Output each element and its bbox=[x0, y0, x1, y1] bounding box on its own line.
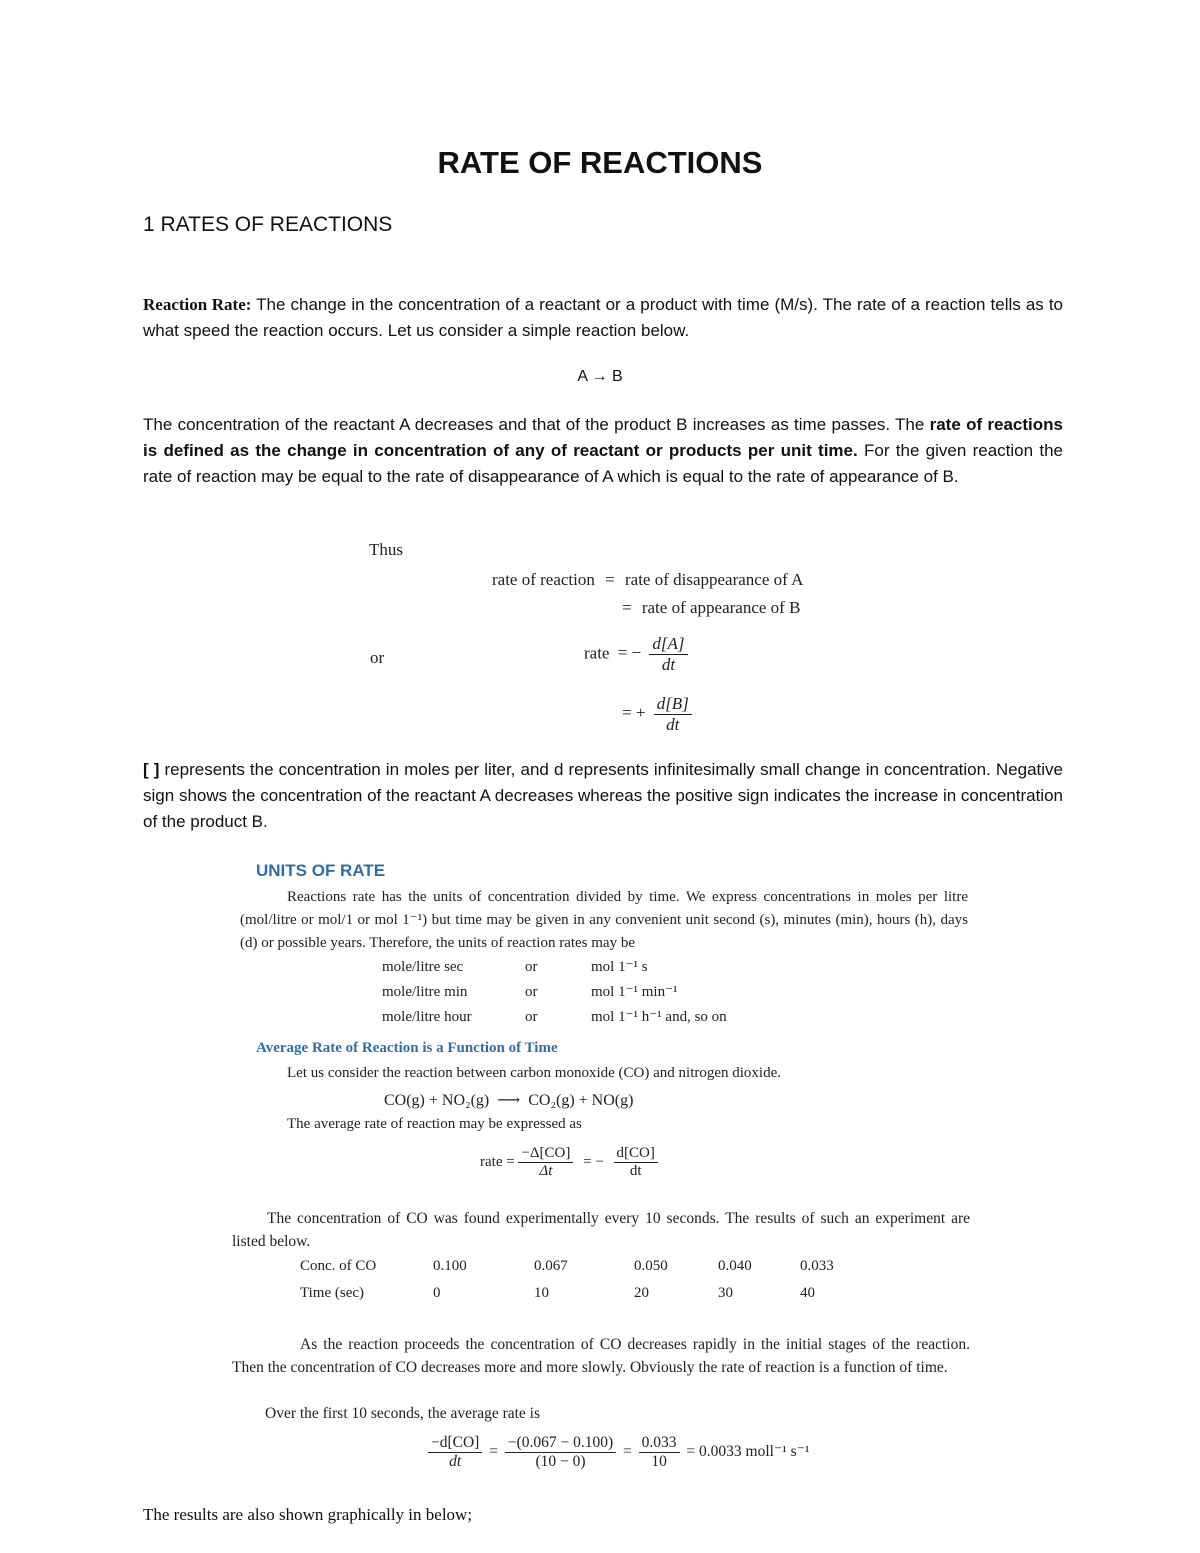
equals-sign: = bbox=[605, 570, 615, 589]
table-cell: 0.100 bbox=[433, 1258, 467, 1274]
units-of-rate-heading: UNITS OF RATE bbox=[256, 861, 386, 880]
calc-result: = 0.0033 moll⁻¹ s⁻¹ bbox=[686, 1443, 810, 1461]
average-rate-calculation bbox=[428, 1434, 810, 1471]
unit-right: mol 1⁻¹ min⁻¹ bbox=[591, 984, 678, 1000]
unit-or: or bbox=[525, 984, 538, 1000]
unit-or: or bbox=[525, 1009, 538, 1025]
average-rate-intro: Let us consider the reaction between carbon monoxide (CO) and nitrogen dioxide. bbox=[287, 1065, 782, 1081]
rate-of-reaction-line bbox=[492, 570, 803, 590]
calc-fraction-3 bbox=[639, 1434, 680, 1471]
db-numerator: d[B] bbox=[654, 694, 692, 715]
db-dt bbox=[622, 694, 692, 735]
table-cell: 30 bbox=[718, 1285, 733, 1301]
simple-reaction: A → B bbox=[577, 368, 623, 385]
calc-fraction-1 bbox=[428, 1434, 482, 1471]
unit-left: mole/litre hour bbox=[382, 1009, 472, 1025]
rate-da-dt bbox=[584, 634, 688, 675]
first-10-seconds: Over the first 10 seconds, the average rate is bbox=[265, 1405, 541, 1422]
calc-fraction-2 bbox=[505, 1434, 616, 1471]
unit-or: or bbox=[525, 959, 538, 975]
section-heading: 1 RATES OF REACTIONS bbox=[143, 213, 393, 236]
rate-of-reaction-label: rate of reaction bbox=[492, 570, 595, 589]
average-rate-expressed: The average rate of reaction may be expressed as bbox=[287, 1116, 582, 1132]
dt-denominator: dt bbox=[661, 655, 676, 674]
calc-den-3: 10 bbox=[651, 1453, 667, 1470]
table-row bbox=[382, 955, 727, 980]
table-cell: 0.040 bbox=[718, 1258, 752, 1274]
db-dt-fraction bbox=[654, 694, 692, 735]
minus-mid: = − bbox=[583, 1153, 604, 1170]
dt-denominator-2: dt bbox=[666, 715, 680, 734]
calc-num-1: −d[CO] bbox=[428, 1434, 482, 1453]
table-cell: 20 bbox=[634, 1285, 649, 1301]
d-co-fraction bbox=[614, 1145, 658, 1180]
reaction-rate-paragraph bbox=[143, 292, 1063, 344]
co-no2-equation: CO(g) + NO₂(g) ⟶ CO₂(g) + NO(g) bbox=[384, 1092, 634, 1109]
rate-equals: rate = bbox=[480, 1153, 515, 1170]
table-row bbox=[382, 980, 727, 1005]
units-table bbox=[382, 955, 727, 1030]
da-dt-fraction bbox=[649, 634, 687, 675]
table-cell: 0 bbox=[433, 1285, 441, 1301]
calc-num-3: 0.033 bbox=[639, 1434, 680, 1453]
rate-label: rate bbox=[584, 643, 610, 663]
table-cell: 0.067 bbox=[534, 1258, 568, 1274]
footer-text: The results are also shown graphically in below; bbox=[143, 1505, 473, 1524]
table-cell: 10 bbox=[534, 1285, 549, 1301]
disappearance-text: rate of disappearance of A bbox=[624, 570, 804, 589]
proceeds-text: As the reaction proceeds the concentration of CO decreases rapidly in the initial stages of the reaction. Then the concentration of CO decreases more and more slowly. Obviously the rate of reaction is a function of time. bbox=[232, 1336, 970, 1376]
appearance-text: rate of appearance of B bbox=[641, 598, 801, 617]
table-cell: 0.050 bbox=[634, 1258, 668, 1274]
equals-sign-2: = bbox=[622, 598, 632, 617]
average-rate-formula bbox=[480, 1145, 658, 1180]
reaction-rate-term: Reaction Rate: bbox=[143, 295, 252, 314]
calc-equals-2: = bbox=[623, 1443, 632, 1461]
units-of-rate-text: Reactions rate has the units of concentration divided by time. We express concentrations in moles per litre (mol/litre or mol/1 or mol 1⁻¹) but time may be given in any convenient unit second (s), minutes (min), hours (h), days (d) or possible years. Therefore, the units of reaction rates may be bbox=[240, 889, 968, 951]
unit-right: mol 1⁻¹ h⁻¹ and, so on bbox=[591, 1009, 727, 1025]
or-label: or bbox=[370, 648, 385, 667]
appearance-line bbox=[622, 598, 800, 618]
table-cell: 0.033 bbox=[800, 1258, 834, 1274]
delta-co-fraction bbox=[518, 1145, 573, 1180]
unit-left: mole/litre min bbox=[382, 984, 468, 1000]
average-rate-heading: Average Rate of Reaction is a Function of Time bbox=[256, 1040, 558, 1056]
page-title: RATE OF REACTIONS bbox=[437, 145, 763, 180]
calc-num-2: −(0.067 − 0.100) bbox=[505, 1434, 616, 1453]
concentration-text-1: The concentration of the reactant A decreases and that of the product B increases as time passes. The bbox=[143, 415, 930, 434]
brackets-text: represents the concentration in moles per liter, and d represents infinitesimally small change in concentration. Negative sign shows the concentration of the reactant A decreases whereas the positive sign indicates the increase in concentration of the product B. bbox=[143, 760, 1064, 831]
calc-den-2: (10 − 0) bbox=[535, 1453, 586, 1470]
table-cell: Conc. of CO bbox=[300, 1258, 377, 1274]
co-data-table bbox=[300, 1253, 834, 1307]
unit-left: mole/litre sec bbox=[382, 959, 464, 975]
concentration-text-2: For the given reaction the rate of reaction may be equal to the rate of disappearance of A which is equal to the rate of appearance of B. bbox=[143, 441, 1063, 486]
concentration-paragraph bbox=[143, 412, 1063, 490]
minus-equals: = − bbox=[617, 643, 642, 663]
delta-co-numerator: −Δ[CO] bbox=[518, 1145, 573, 1163]
brackets-symbol: [ ] bbox=[143, 760, 160, 779]
delta-t-denominator: Δt bbox=[539, 1163, 553, 1179]
table-cell: Time (sec) bbox=[300, 1285, 365, 1301]
table-cell: 40 bbox=[800, 1285, 815, 1301]
unit-right: mol 1⁻¹ s bbox=[591, 959, 648, 975]
calc-den-1: dt bbox=[449, 1453, 462, 1470]
reaction-rate-definition: The change in the concentration of a reactant or a product with time (M/s). The rate of a reaction tells as to what speed the reaction occurs. Let us consider a simple reaction below. bbox=[143, 295, 1063, 340]
table-row bbox=[300, 1253, 834, 1280]
table-row bbox=[300, 1280, 834, 1307]
dt-co-denominator: dt bbox=[629, 1163, 642, 1179]
table-row bbox=[382, 1005, 727, 1030]
da-numerator: d[A] bbox=[649, 634, 687, 655]
d-co-numerator: d[CO] bbox=[614, 1145, 658, 1163]
calc-equals-1: = bbox=[489, 1443, 498, 1461]
brackets-paragraph bbox=[143, 757, 1063, 835]
rate-definition-bold: rate of reactions is defined as the change in concentration of any of reactant or products per unit time. bbox=[143, 415, 1063, 460]
experiment-text: The concentration of CO was found experimentally every 10 seconds. The results of such an experiment are listed below. bbox=[232, 1210, 970, 1250]
plus-equals: = + bbox=[622, 703, 646, 723]
thus-label: Thus bbox=[369, 540, 403, 559]
